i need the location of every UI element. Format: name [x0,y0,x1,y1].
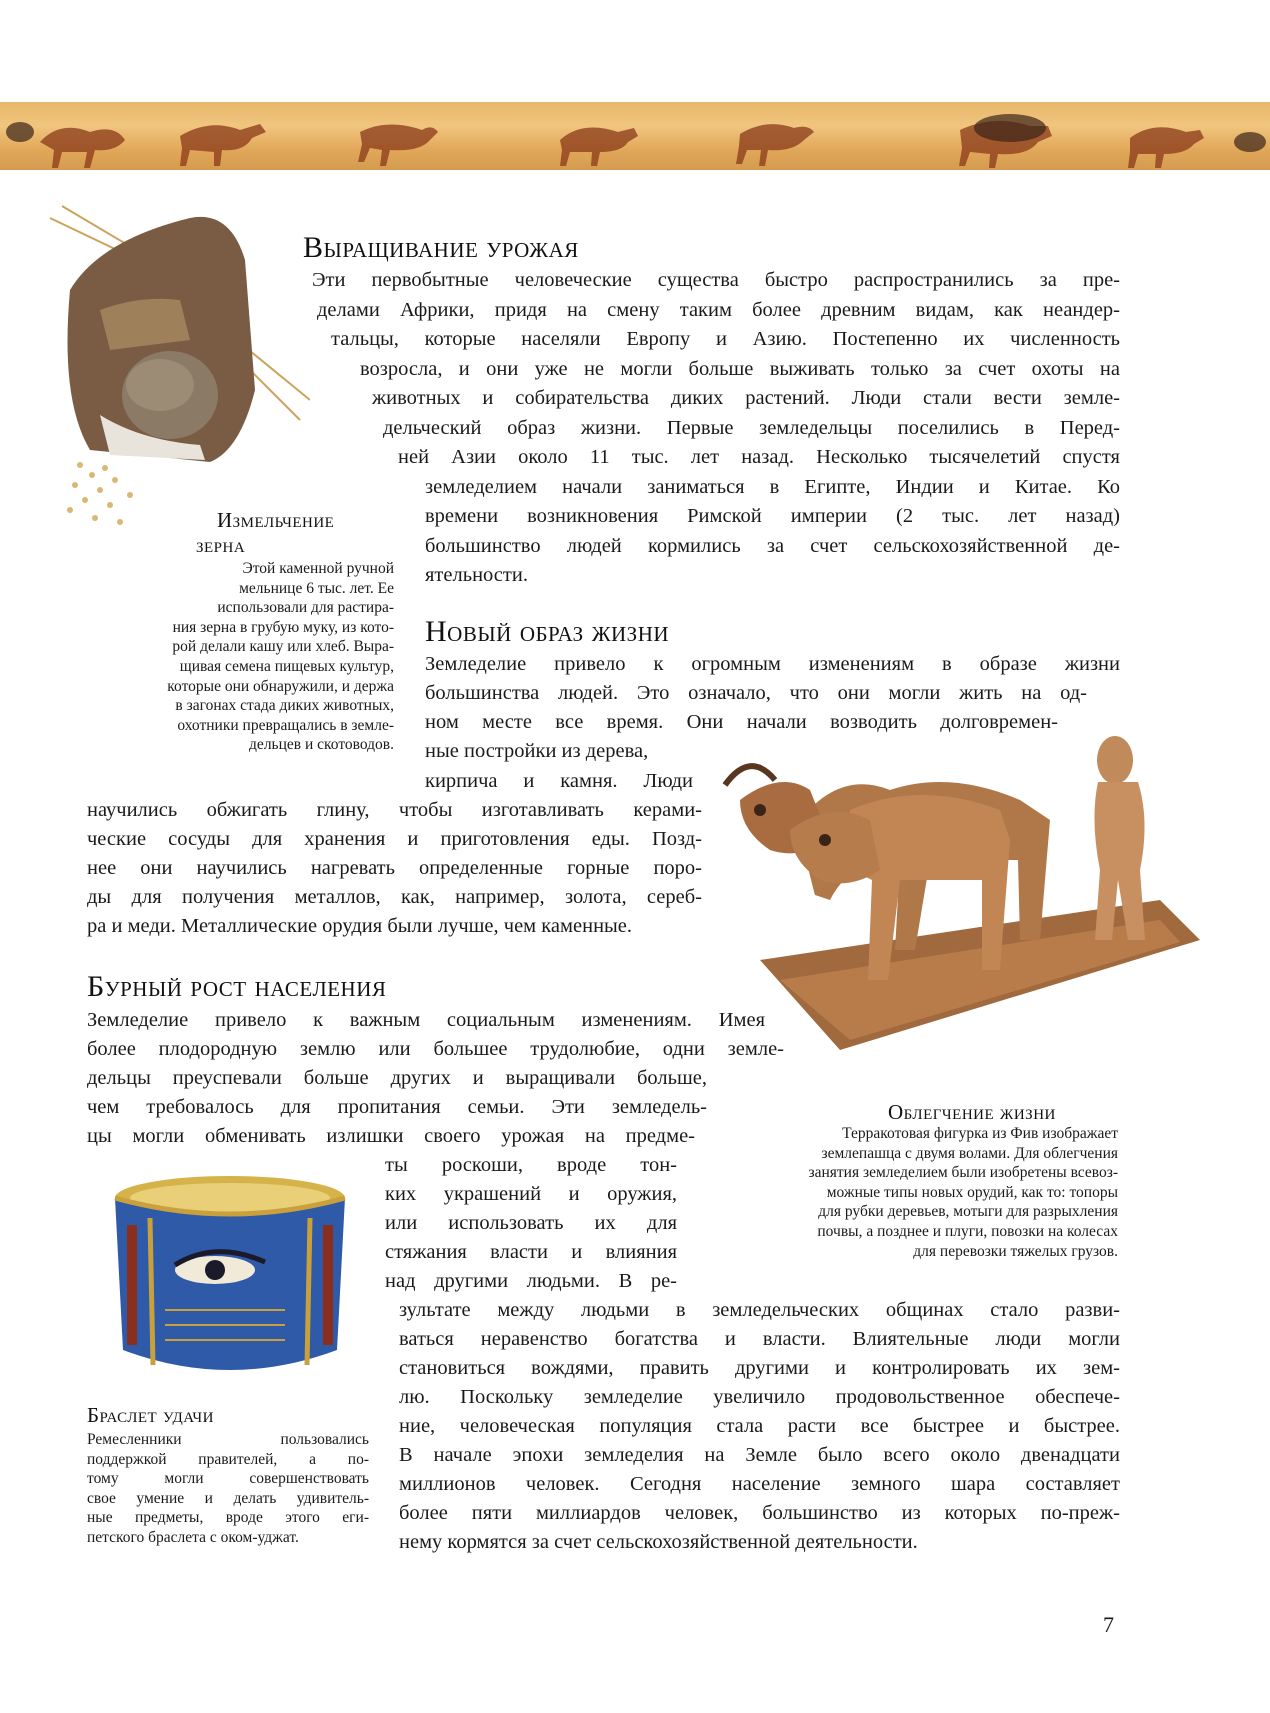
caption-line: Ремесленники пользовались [87,1431,369,1448]
caption-line: использовали для растира- [217,599,394,617]
caption-text-grinding [60,559,394,755]
text-line: дельческий образ жизни. Первые земледельцы поселились в Перед- [383,417,1120,439]
caption-line: охотники превращались в земле- [177,716,394,734]
section-title-population: Бурный рост населения [87,970,387,1003]
caption-line: свое умение и делать удивитель- [87,1489,369,1507]
caption-title-grinding: Измельчение [217,508,335,532]
text-line: ды для получения металлов, как, например, золота, сереб- [87,886,702,908]
text-line: более плодородную землю или большее трудолюбие, одни земле- [87,1038,784,1060]
text-line: делами Африки, придя на смену таким более древним видам, как неандер- [317,299,1120,321]
stone-mill-image [40,200,310,540]
text-line: зультате между людьми в земледельческих общинах стало разви- [399,1299,1120,1321]
caption-text-bracelet [87,1430,369,1548]
caption-line: для рубки деревьев, мотыги для разрыхления [818,1203,1118,1221]
section-title-crops: Выращивание урожая [303,231,579,264]
text-line: нему кормятся за счет сельскохозяйственной деятельности. [399,1531,918,1553]
text-line: чем требовалось для пропитания семьи. Эти земледель- [87,1096,707,1118]
text-line: большинства людей. Это означало, что они могли жить на од- [425,682,1087,704]
text-line: В начале эпохи земледелия на Земле было всего около двенадцати [399,1444,1120,1466]
caption-line: Этой каменной ручной [242,560,394,577]
text-line: животных и собирательства диких растений. Люди стали вести земле- [372,387,1120,409]
text-line: ятельности. [425,564,528,586]
caption-line: дельцев и скотоводов. [249,736,394,754]
caption-line: петского браслета с оком-уджат. [87,1528,299,1546]
text-line: лю. Поскольку земледелие увеличило продовольственное обеспече- [399,1386,1120,1408]
caption-line: которые они обнаружили, и держа [167,677,394,695]
text-line: земледелием начали заниматься в Египте, Индии и Китае. Ко [425,476,1120,498]
text-line: более пяти миллиардов человек, большинство из которых по-преж- [399,1502,1120,1524]
caption-title-grinding-2: зерна [196,533,246,557]
terracotta-figure-image [720,710,1210,1090]
section-title-new-life: Новый образ жизни [425,615,670,648]
caption-line: в загонах стада диких животных, [175,697,394,715]
caption-line: можные типы новых орудий, как то: топоры [826,1183,1118,1201]
text-line: ра и меди. Металлические орудия были лучше, чем каменные. [87,915,633,937]
caption-line: Терракотовая фигурка из Фив изображает [842,1125,1118,1142]
text-line: Земледелие привело к важным социальным изменениям. Имея [87,1009,765,1031]
text-line: над другими людьми. В ре- [385,1270,677,1292]
text-line: ные постройки из дерева, [425,740,649,762]
text-line: научились обжигать глину, чтобы изготавливать керами- [87,799,702,821]
caption-title-easing: Облегчение жизни [888,1100,1056,1124]
text-line: миллионов человек. Сегодня население земного шара составляет [399,1473,1120,1495]
text-line: дельцы преуспевали больше других и выращивали больше, [87,1067,707,1089]
caption-line: ния зерна в грубую муку, из кото- [172,618,394,636]
text-line: ние, человеческая популяция стала расти все быстрее и быстрее. [399,1415,1120,1437]
caption-line: тому могли совершенствовать [87,1470,369,1488]
text-line: времени возникновения Римской империи (2 тыс. лет назад) [425,505,1120,527]
caption-line: ные предметы, вроде этого еги- [87,1509,369,1527]
cave-animals-illustration [0,102,1270,170]
caption-line: занятия земледелием были изобретены всевоз- [808,1164,1118,1182]
text-line: цы могли обменивать излишки своего урожая на предме- [87,1125,695,1147]
caption-line: щивая семена пищевых культур, [179,657,394,675]
caption-line: почвы, а позднее и плуги, повозки на колесах [817,1222,1118,1240]
caption-line: землепашца с двумя волами. Для облегчения [821,1144,1118,1162]
caption-line: рой делали кашу или хлеб. Выра- [172,638,394,656]
text-line: ты роскоши, вроде тон- [385,1154,677,1176]
text-line: или использовать их для [385,1212,677,1234]
caption-line: мельнице 6 тыс. лет. Ее [239,579,394,597]
bracelet-image [105,1170,355,1390]
text-line: возросла, и они уже не могли больше выживать только за счет охоты на [360,358,1120,380]
text-line: кирпича и камня. Люди [425,770,693,792]
text-line: нее они научились нагревать определенные горные поро- [87,857,702,879]
text-line: стяжания власти и влияния [385,1241,677,1263]
text-line: большинство людей кормились за счет сельскохозяйственной де- [425,535,1120,557]
text-line: ваться неравенство богатства и власти. Влиятельные люди могли [399,1328,1120,1350]
page-number: 7 [1103,1612,1114,1637]
caption-line: для перевозки тяжелых грузов. [913,1242,1118,1260]
cave-painting-banner [0,102,1270,170]
caption-text-easing [700,1124,1118,1261]
text-line: становиться вождями, править другими и контролировать их зем- [399,1357,1120,1379]
text-line: ном месте все время. Они начали возводить долговремен- [425,711,1058,733]
text-line: Земледелие привело к огромным изменениям в образе жизни [425,653,1120,675]
caption-line: поддержкой правителей, а по- [87,1450,369,1468]
caption-title-bracelet: Браслет удачи [87,1403,214,1427]
text-line: ней Азии около 11 тыс. лет назад. Несколько тысячелетий спустя [398,446,1120,468]
text-line: ких украшений и оружия, [385,1183,677,1205]
text-line: ческие сосуды для хранения и приготовления еды. Позд- [87,828,702,850]
text-line: тальцы, которые населяли Европу и Азию. Постепенно их численность [331,328,1120,350]
text-line: Эти первобытные человеческие существа быстро распространились за пре- [312,269,1120,291]
